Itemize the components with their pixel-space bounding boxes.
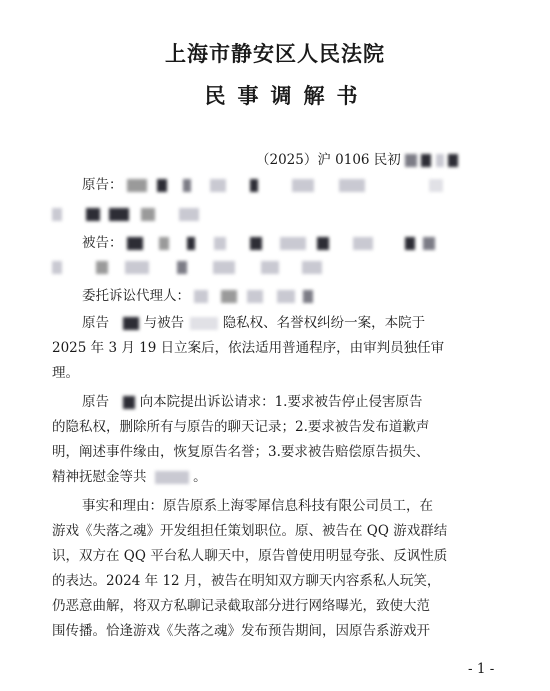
- paragraph-1-line-1: 原告 与被告 隐私权、名誉权纠纷一案，本院于: [82, 315, 426, 331]
- case-number: [256, 148, 458, 168]
- redaction: [405, 154, 417, 167]
- paragraph-3-line-5: 仍恶意曲解，将双方私聊记录截取部分进行网络曝光，致使大范: [52, 598, 430, 614]
- redaction: [429, 179, 443, 192]
- plaintiff-line: [82, 176, 522, 194]
- page-number: - 1 -: [468, 661, 495, 677]
- redaction: [221, 290, 237, 303]
- redaction: [250, 237, 262, 250]
- paragraph-3-line-3: 识，双方在 QQ 平台私人聊天中，原告曾使用明显夸张、反讽性质: [52, 548, 448, 564]
- redaction: [353, 237, 373, 250]
- case-number-text: （2025）沪 0106 民初: [256, 152, 401, 168]
- paragraph-2-line-3: 明，阐述事件缘由，恢复原告名誉；3.要求被告赔偿原告损失、: [52, 444, 430, 460]
- redaction: [123, 317, 139, 330]
- redaction: [448, 154, 458, 167]
- paragraph-1-line-3: 理。: [52, 365, 79, 381]
- redaction: [194, 290, 208, 303]
- redaction: [155, 471, 189, 484]
- redaction: [247, 290, 263, 303]
- redaction: [177, 261, 187, 274]
- redaction: [280, 237, 306, 250]
- redaction: [52, 261, 62, 274]
- defendant-label: 被告：: [82, 235, 123, 251]
- redaction: [436, 154, 444, 167]
- defendant-line-2: [52, 258, 522, 276]
- redaction: [210, 179, 226, 192]
- redaction: [250, 179, 258, 192]
- redaction: [405, 237, 415, 250]
- paragraph-3-line-6: 围传播。恰逢游戏《失落之魂》发布预告期间，因原告系游戏开: [52, 623, 430, 639]
- redaction: [190, 317, 218, 330]
- redaction: [187, 237, 195, 250]
- redaction: [123, 396, 135, 409]
- paragraph-3-line-2: 游戏《失落之魂》开发组担任策划职位。原、被告在 QQ 游戏群结: [52, 523, 448, 539]
- redaction: [213, 261, 235, 274]
- redaction: [159, 237, 169, 250]
- court-name: 上海市静安区人民法院: [165, 41, 385, 66]
- redaction: [127, 237, 143, 250]
- redaction: [261, 261, 279, 274]
- redaction: [52, 208, 62, 221]
- plaintiff-line-2: [52, 205, 522, 223]
- redaction: [339, 179, 365, 192]
- document-title: 民事调解书: [204, 83, 370, 108]
- redaction: [127, 179, 147, 192]
- redaction: [179, 208, 199, 221]
- redaction: [302, 261, 322, 274]
- redaction: [125, 261, 149, 274]
- redaction: [96, 261, 108, 274]
- agent-line: [82, 287, 522, 305]
- paragraph-3-line-4: 的表达。2024 年 12 月，被告在明知双方聊天内容系私人玩笑，: [52, 573, 441, 589]
- paragraph-2-line-1: 原告 向本院提出诉讼请求：1.要求被告停止侵害原告: [82, 394, 423, 410]
- defendant-line: [82, 234, 522, 252]
- redaction: [423, 237, 435, 250]
- paragraph-2-line-2: 的隐私权，删除所有与原告的聊天记录；2.要求被告发布道歉声: [52, 419, 430, 435]
- redaction: [86, 208, 100, 221]
- redaction: [109, 208, 129, 221]
- redaction: [292, 179, 314, 192]
- plaintiff-label: 原告：: [82, 177, 123, 193]
- redaction: [303, 290, 313, 303]
- redaction: [141, 208, 155, 221]
- paragraph-1-line-2: 2025 年 3 月 19 日立案后，依法适用普通程序，由审判员独任审: [52, 340, 445, 356]
- redaction: [183, 179, 191, 192]
- redaction: [317, 237, 329, 250]
- paragraph-2-line-4: 精神抚慰金等共 。: [52, 469, 207, 485]
- agent-label: 委托诉讼代理人：: [82, 288, 190, 304]
- redaction: [421, 154, 431, 167]
- redaction: [214, 237, 226, 250]
- paragraph-3-line-1: 事实和理由：原告原系上海零犀信息科技有限公司员工，在: [82, 498, 433, 514]
- redaction: [277, 290, 295, 303]
- redaction: [157, 179, 167, 192]
